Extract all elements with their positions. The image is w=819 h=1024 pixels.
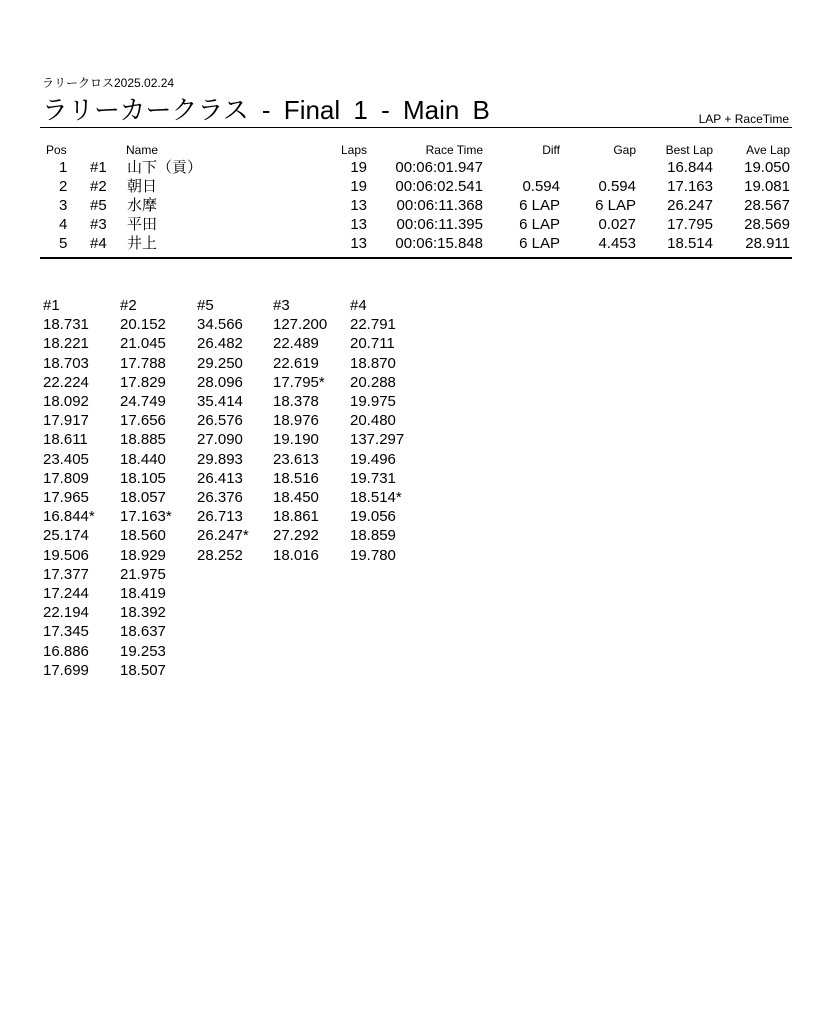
result-laps: 13 [350,235,367,252]
lap-time: 23.405 [43,450,89,468]
lap-time: 26.413 [197,469,243,487]
lap-time: 17.163* [120,508,172,526]
lap-time: 29.250 [197,354,243,372]
lap-time: 22.194 [43,604,89,622]
lap-time: 18.560 [120,527,166,545]
result-race-time: 00:06:11.368 [396,197,483,214]
col-header-gap: Gap [613,143,636,157]
lap-time: 26.376 [197,489,243,507]
lap-time: 22.619 [273,354,319,372]
lap-time: 19.056 [350,508,396,526]
lap-time: 26.713 [197,508,243,526]
lap-time: 18.637 [120,623,166,641]
result-pos: 4 [59,216,68,233]
result-driver-name: 平田 [127,216,158,233]
scoring-method: LAP + RaceTime [698,112,789,126]
lap-time: 20.288 [350,373,396,391]
result-car-number: #3 [90,216,107,233]
result-best-lap: 26.247 [667,197,713,214]
lap-column [273,296,327,565]
result-row [0,234,819,253]
lap-time: 18.885 [120,431,166,449]
lap-column-car: #3 [273,297,290,314]
result-race-time: 00:06:11.395 [396,216,483,233]
lap-time: 18.057 [120,489,166,507]
lap-time: 19.496 [350,450,396,468]
col-header-diff: Diff [542,143,560,157]
result-laps: 19 [350,178,367,195]
result-race-time: 00:06:15.848 [395,235,483,252]
result-diff: 6 LAP [519,235,560,252]
lap-time: 28.252 [197,546,243,564]
lap-time: 18.514* [350,489,402,507]
result-gap: 6 LAP [595,197,636,214]
result-pos: 3 [59,197,68,214]
result-driver-name: 朝日 [127,178,158,195]
result-diff: 0.594 [522,178,560,195]
lap-time: 18.870 [350,354,396,372]
lap-time: 18.450 [273,489,319,507]
lap-time: 17.917 [43,412,89,430]
lap-time: 17.345 [43,623,89,641]
result-best-lap: 17.795 [667,216,713,233]
col-header-laps: Laps [340,143,367,157]
result-car-number: #5 [90,197,107,214]
result-ave-lap: 28.569 [744,216,790,233]
result-pos: 1 [59,159,68,176]
results-divider [40,257,792,259]
lap-time: 23.613 [273,450,319,468]
lap-time: 18.929 [120,546,166,564]
lap-column [120,296,172,680]
col-header-pos: Pos [46,143,67,157]
header-divider [40,127,792,128]
result-row [0,196,819,215]
lap-time: 20.711 [350,335,395,353]
result-laps: 19 [350,159,367,176]
lap-time: 18.105 [120,469,166,487]
lap-time: 20.152 [120,316,166,334]
lap-time: 22.224 [43,373,89,391]
lap-time: 18.378 [273,393,319,411]
lap-time: 18.221 [43,335,89,353]
lap-time: 20.480 [350,412,396,430]
lap-time: 21.975 [120,565,166,583]
result-laps: 13 [350,197,367,214]
result-best-lap: 16.844 [667,159,713,176]
lap-time: 19.975 [350,393,396,411]
result-driver-name: 山下（貢） [127,159,203,176]
lap-column-car: #1 [43,297,60,314]
lap-time: 17.965 [43,489,89,507]
result-row [0,215,819,234]
lap-time: 18.731 [43,316,89,334]
lap-column [43,296,95,680]
result-best-lap: 17.163 [667,178,713,195]
result-row [0,177,819,196]
lap-time: 18.611 [43,431,88,449]
lap-time: 18.516 [273,469,319,487]
lap-time: 19.190 [273,431,319,449]
result-diff: 6 LAP [519,216,560,233]
result-ave-lap: 28.911 [745,235,790,252]
lap-time: 27.090 [197,431,243,449]
lap-time: 17.809 [43,469,89,487]
lap-time: 21.045 [120,335,166,353]
lap-time: 18.703 [43,354,89,372]
result-best-lap: 18.514 [667,235,713,252]
lap-time: 27.292 [273,527,319,545]
lap-column-car: #5 [197,297,214,314]
result-car-number: #2 [90,178,107,195]
lap-column-car: #2 [120,297,137,314]
lap-time: 127.200 [273,316,328,334]
result-ave-lap: 19.050 [744,159,790,176]
lap-time: 29.893 [197,450,243,468]
result-driver-name: 井上 [127,235,158,252]
lap-time: 18.507 [120,661,166,679]
lap-time: 137.297 [350,431,405,449]
lap-time: 18.016 [273,546,319,564]
result-race-time: 00:06:02.541 [395,178,483,195]
lap-time: 17.244 [43,585,89,603]
result-laps: 13 [350,216,367,233]
result-pos: 2 [59,178,68,195]
lap-time: 17.795* [273,373,325,391]
result-ave-lap: 28.567 [744,197,790,214]
lap-time: 22.489 [273,335,319,353]
lap-time: 16.844* [43,508,95,526]
lap-time: 18.861 [273,508,319,526]
lap-column [197,296,249,565]
lap-time: 18.092 [43,393,89,411]
lap-time: 26.482 [197,335,243,353]
lap-time: 18.419 [120,585,166,603]
lap-column-car: #4 [350,297,367,314]
lap-time: 18.859 [350,527,396,545]
result-gap: 0.594 [598,178,636,195]
lap-time: 25.174 [43,527,89,545]
result-car-number: #1 [90,159,107,176]
result-car-number: #4 [90,235,107,252]
lap-time: 17.788 [120,354,166,372]
col-header-best-lap: Best Lap [665,143,713,157]
result-gap: 0.027 [598,216,636,233]
lap-time: 19.506 [43,546,89,564]
result-race-time: 00:06:01.947 [395,159,483,176]
result-pos: 5 [59,235,68,252]
lap-time: 16.886 [43,642,89,660]
lap-time: 17.829 [120,373,166,391]
event-subtitle: ラリークロス2025.02.24 [42,76,175,90]
lap-time: 34.566 [197,316,243,334]
col-header-ave-lap: Ave Lap [746,143,790,157]
lap-time: 26.247* [197,527,249,545]
col-header-race-time: Race Time [425,143,483,157]
result-driver-name: 水摩 [127,197,158,214]
lap-time: 17.656 [120,412,166,430]
lap-time: 18.976 [273,412,319,430]
col-header-name: Name [126,143,159,157]
lap-time: 19.731 [350,469,396,487]
lap-column [350,296,404,565]
lap-time: 18.392 [120,604,166,622]
lap-time: 18.440 [120,450,166,468]
result-row [0,158,819,177]
lap-time: 26.576 [197,412,243,430]
result-gap: 4.453 [598,235,636,252]
lap-time: 22.791 [350,316,396,334]
lap-time: 17.377 [43,565,89,583]
result-diff: 6 LAP [519,197,560,214]
lap-time: 35.414 [197,393,243,411]
lap-time: 19.253 [120,642,166,660]
lap-time: 28.096 [197,373,243,391]
lap-time: 17.699 [43,661,89,679]
lap-time: 19.780 [350,546,396,564]
page-title: ラリーカークラス - Final 1 - Main B [42,95,490,125]
result-ave-lap: 19.081 [744,178,790,195]
lap-time: 24.749 [120,393,166,411]
